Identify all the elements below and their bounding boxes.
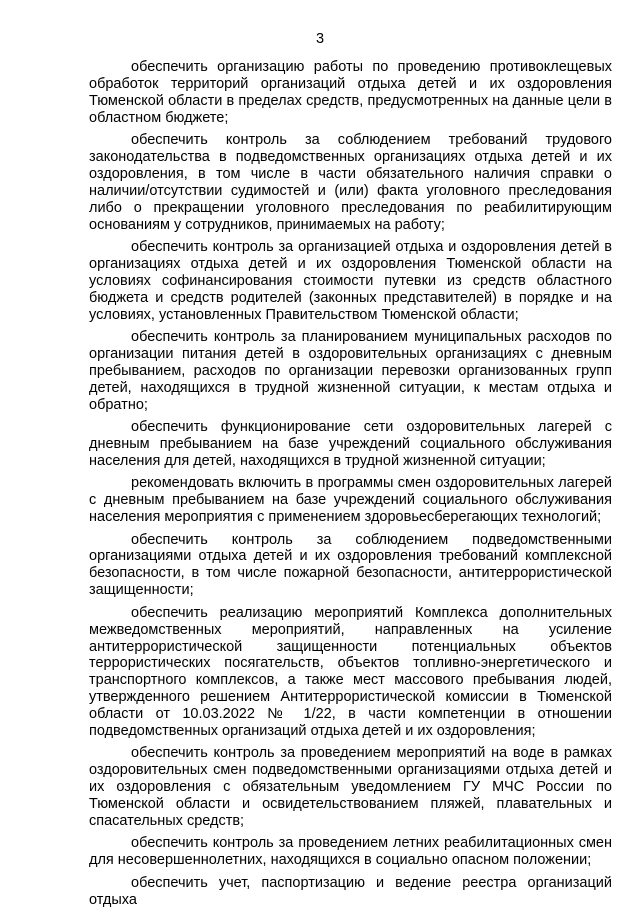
paragraph: обеспечить учет, паспортизацию и ведение реестра организаций отдыха (89, 874, 612, 908)
paragraph: рекомендовать включить в программы смен оздоровительных лагерей с дневным пребыванием на базе учреждений социального обслуживания населения мероприятия с применением здоровьесберегающих технологий; (89, 475, 612, 526)
page-number: 3 (315, 31, 325, 47)
document-body (89, 59, 612, 914)
paragraph: обеспечить контроль за организацией отдыха и оздоровления детей в организациях отдыха детей и их оздоровления Тюменской области на условиях софинансирования стоимости путевки из средств областного бюджета и средств родителей (законных представителей) в порядке и на условиях, установленных Правительством Тюменской области; (89, 239, 612, 323)
paragraph: обеспечить контроль за проведением мероприятий на воде в рамках оздоровительных смен подведомственными организациями отдыха детей и их оздоровления с обязательным уведомлением ГУ МЧС России по Тюменской области и освидетельствованием пляжей, плавательных и спасательных средств; (89, 745, 612, 830)
paragraph: обеспечить контроль за проведением летних реабилитационных смен для несовершеннолетних, находящихся в социально опасном положении; (89, 835, 612, 869)
paragraph: обеспечить реализацию мероприятий Комплекса дополнительных межведомственных мероприятий, направленных на усиление антитеррористической защищенности потенциальных объектов террористических посягательств, объектов топливно-энергетического и транспортного комплексов, а также мест массового пребывания людей, утвержденного решением Антитеррористической комиссии в Тюменской области от 10.03.2022 № 1/22, в части компетенции в отношении подведомственных организаций отдыха детей и их оздоровления; (89, 604, 612, 740)
paragraph: обеспечить контроль за соблюдением подведомственными организациями отдыха детей и их оздоровления требований комплексной безопасности, в том числе пожарной безопасности, антитеррористической защищенности; (89, 531, 612, 599)
paragraph: обеспечить контроль за соблюдением требований трудового законодательства в подведомственных организациях отдыха детей и их оздоровления, в том числе в части обязательного наличия справки о наличии/отсутствии судимостей и (или) факта уголовного преследования либо о прекращении уголовного преследования по реабилитирующим основаниям у сотрудников, принимаемых на работу; (89, 132, 612, 233)
paragraph: обеспечить организацию работы по проведению противоклещевых обработок территорий организаций отдыха детей и их оздоровления Тюменской области в пределах средств, предусмотренных на данные цели в областном бюджете; (89, 59, 612, 126)
paragraph: обеспечить контроль за планированием муниципальных расходов по организации питания детей в оздоровительных организациях с дневным пребыванием, расходов по организации перевозки организованных групп детей, находящихся в трудной жизненной ситуации, к местам отдыха и обратно; (89, 329, 612, 413)
paragraph: обеспечить функционирование сети оздоровительных лагерей с дневным пребыванием на базе учреждений социального обслуживания населения для детей, находящихся в трудной жизненной ситуации; (89, 419, 612, 469)
